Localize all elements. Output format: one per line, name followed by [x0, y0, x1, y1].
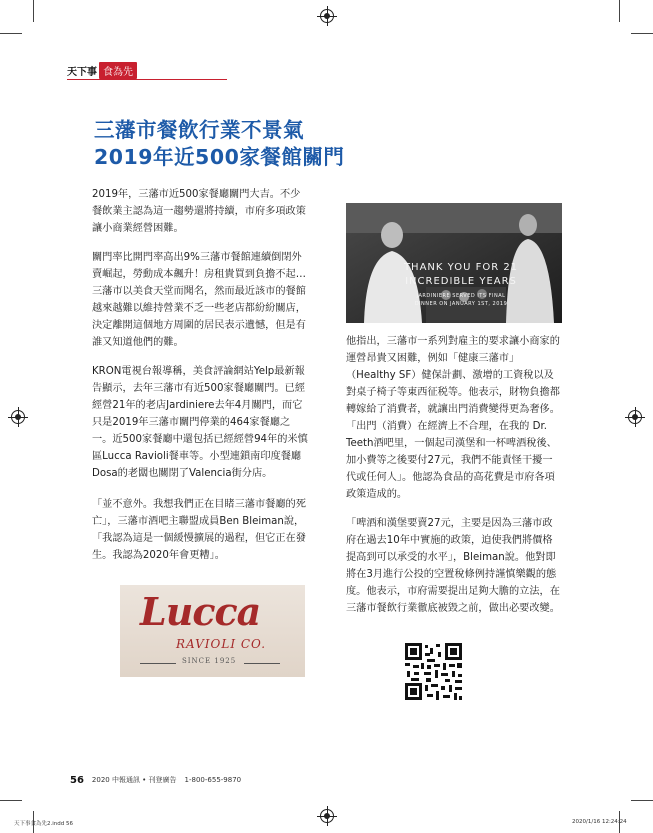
- paragraph: 關門率比開門率高出9%三藩市餐館連續倒閉外賣崛起，勞動成本飆升！房租貴買到負擔不起…三藩市以美食天堂而聞名，然而最近該市的餐館越來越難以維持營業不乏一些老店都紛紛關店，決定離開這個地方周圍的居民表示遺憾，但是有誰又知道他們的難。: [92, 252, 306, 348]
- ad-phone: 1-800-655-9870: [184, 776, 242, 784]
- banner-line-2: INCREDIBLE YEARS: [405, 276, 517, 287]
- quote-paragraph: 「並不意外。我想我們正在目睹三藩市餐廳的死亡」，三藩市酒吧主聯盟成員Ben Bleiman說，「我認為這是一個緩慢擴展的過程，但它正在發生。我認為2020年會更糟」。: [92, 499, 306, 561]
- section-tag: 食為先: [99, 62, 137, 79]
- title-line-1: 三藩市餐飲行業不景氣: [94, 118, 304, 142]
- crop-mark: [619, 0, 620, 22]
- paragraph: 他指出，三藩市一系列對雇主的要求讓小商家的運營昂貴又困難，例如「健康三藩市」（Healthy SF）健保計劃、激增的工資稅以及對桌子椅子等東西征税等。他表示，財物負擔都轉嫁給了消費者，就讓出門消費變得更為奢侈。「出門（消費）在經濟上不合理，在我的 Dr. Teeth酒吧里，一個起司漢堡和一杯啤酒稅後、加小費等之後要付27元，我們不能責怪干擾一代或任何人」。他認為食品的高花費是市府各項政策造成的。: [346, 336, 560, 500]
- banner-line-1: THANK YOU FOR 21: [403, 262, 519, 273]
- registration-mark-left: [11, 410, 25, 424]
- title-line-2: 2019年近500家餐館關門: [94, 145, 345, 169]
- qr-code[interactable]: [405, 643, 462, 700]
- lucca-ravioli-logo: [120, 585, 305, 677]
- page-footer: [70, 774, 241, 786]
- slug-date: 2020/1/16 12:24:24: [572, 819, 627, 825]
- logo-since: SINCE 1925: [182, 657, 237, 665]
- page-title: [94, 117, 514, 171]
- crop-mark: [0, 33, 22, 34]
- paragraph: 2019年，三藩市近500家餐廳關門大吉。不少餐飲業主認為這一趨勢還將持續，市府多項政策讓小商業經營困難。: [92, 189, 306, 234]
- crop-mark: [631, 800, 653, 801]
- right-column: [346, 333, 562, 629]
- crop-mark: [631, 33, 653, 34]
- photo-banner: [386, 261, 536, 308]
- left-column: [92, 186, 309, 576]
- registration-mark-top: [320, 9, 334, 23]
- quote-paragraph: 「啤酒和漢堡要賣27元，主要是因為三藩市政府在過去10年中實施的政策，迫使我們將價格提高到可以承受的水平」，Bleiman說。他對即將在3月進行公投的空置稅條例持謹慎樂觀的態度。他表示，市府需要提出足夠大膽的立法，在三藩市餐飲行業徹底被毀之前，做出必要改變。: [346, 518, 560, 614]
- logo-subtitle: RAVIOLI CO.: [176, 637, 267, 651]
- publication-name: 2020 中報通訊 • 刊登廣告: [91, 776, 177, 784]
- logo-divider: [140, 663, 176, 664]
- crop-mark: [33, 0, 34, 22]
- jardiniere-photo: [346, 203, 562, 323]
- registration-mark-bottom: [320, 809, 334, 823]
- slug-file: 天下事食為先2.indd 56: [14, 821, 73, 827]
- section-rule: [67, 79, 227, 80]
- qr-code-icon: [405, 643, 462, 700]
- section-label: 天下事: [67, 66, 97, 78]
- registration-mark-right: [628, 410, 642, 424]
- banner-sub-2: DINNER ON JANUARY 1ST, 2019: [414, 301, 508, 307]
- page-number: 56: [70, 774, 84, 786]
- crop-mark: [0, 800, 22, 801]
- paragraph: KRON電視台報導稱，美食評論網站Yelp最新報告顯示，去年三藩市有近500家餐廳關門。已經經營21年的老店Jardiniere去年4月關門，而它只是2019年三藩市關門停業的464家餐廳之一。近500家餐廳中還包括已經經營94年的米慎區Lucca Ravioli餐車等。小型連鎖南印度餐廳Dosa的老闆也關閉了Valencia街分店。: [92, 366, 308, 479]
- logo-wordmark: Lucca: [140, 589, 261, 634]
- section-header: [67, 62, 137, 78]
- banner-sub-1: JARDINIERE SERVED ITS FINAL: [416, 293, 506, 299]
- logo-divider: [244, 663, 280, 664]
